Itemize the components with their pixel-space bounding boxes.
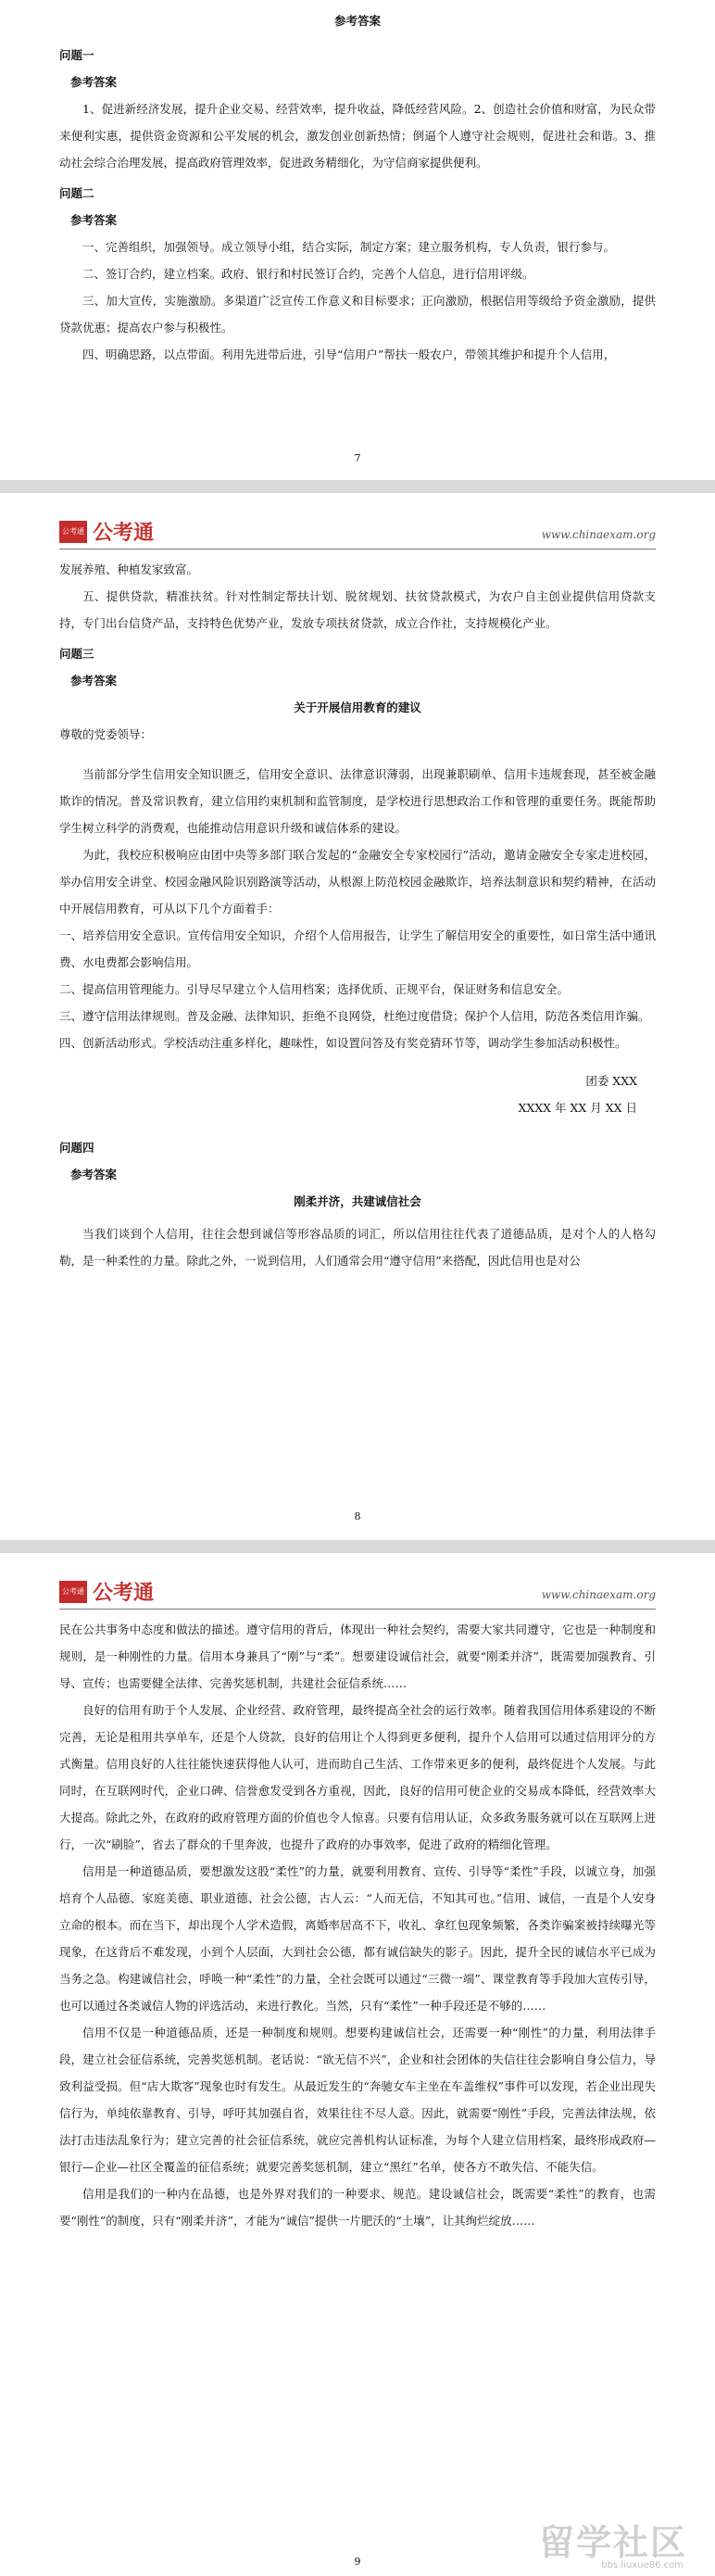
logo-icon: 公考通 (59, 521, 87, 543)
paragraph: 一、完善组织，加强领导。成立领导小组，结合实际，制定方案；建立服务机构，专人负责，银行参与。 (82, 240, 616, 254)
brand-name: 公考通 (93, 1582, 155, 1605)
brand-logo (59, 517, 154, 546)
paragraph: 良好的信用有助于个人发展、企业经营、政府管理，最终提高全社会的运行效率。随着我国信用体系建设的不断完善，无论是租用共享单车，还是个人贷款，良好的信用让个人得到更多便利，提升个人信用可以通过信用评分的方式衡量。信用良好的人往往能快速获得他人认可，进而助自己生活、工作带来更多的便利，最终促进个人发展。与此同时，在互联网时代，企业口碑、信誉愈发受到各方重视，因此，良好的信用可使企业的交易成本降低，经营效率大大提高。除此之外，在政府的政府管理方面的价值也令人惊喜。只要有信用认证，众多政务服务就可以在互联网上进行，一次“刷脸”，省去了群众的千里奔波，也提升了政府的办事效率，促进了政府的精细化管理。 (59, 1703, 656, 1851)
question-1-label: 问题一 (59, 48, 94, 62)
essay-title: 刚柔并济，共建诚信社会 (294, 1194, 421, 1208)
answer-label: 参考答案 (70, 213, 118, 227)
paragraph: 二、提高信用管理能力。引导尽早建立个人信用档案；选择优质、正规平台，保证财务和信息安全。 (59, 982, 570, 996)
answer-label: 参考答案 (70, 75, 118, 89)
site-url: www.chinaexam.org (541, 1588, 656, 1601)
salutation: 尊敬的党委领导： (59, 727, 153, 741)
question-3-label: 问题三 (59, 647, 94, 661)
paragraph: 1、促进新经济发展，提升企业交易、经营效率，提升收益，降低经营风险。2、创造社会价值和财富，为民众带来便利实惠，提供资金资源和公平发展的机会，激发创业创新热情；倒逼个人遵守社会规则，促进社会和谐。3、推动社会综合治理发展，提高政府管理效率，促进政务精细化，为守信商家提供便利。 (59, 102, 656, 170)
page-8 (0, 493, 715, 1540)
signature: 团委 XXX (585, 1074, 637, 1088)
question-4-label: 问题四 (59, 1141, 94, 1155)
paragraph: 信用是一种道德品质，要想激发这股“柔性”的力量，就要利用教育、宣传、引导等“柔性”手段，以诚立身，加强培育个人品德、家庭美德、职业道德、社会公德，古人云：“人而无信，不知其可也。”信用、诚信，一直是个人安身立命的根本。而在当下，却出现个人学术造假，离婚率居高不下，收礼、拿红包现象频繁，各类诈骗案被持续曝光等现象，在这背后不难发现，小到个人层面，大到社会公德，都有诚信缺失的影子。因此，提升全民的诚信水平已成为当务之急。构建诚信社会，呼唤一种“柔性”的力量，全社会既可以通过“三微一端”、课堂教育等手段加大宣传引导，也可以通过各类诚信人物的评选活动，来进行教化。当然，只有“柔性”一种手段还是不够的…… (59, 1864, 656, 2013)
page-number: 9 (354, 2556, 361, 2568)
answer-label: 参考答案 (70, 674, 118, 688)
logo-icon: 公考通 (59, 1581, 87, 1603)
page-header (59, 511, 656, 549)
watermark-url: bbs.liuxue86.com (601, 2560, 684, 2570)
paragraph: 当我们谈到个人信用，往往会想到诚信等形容品质的词汇，所以信用往往代表了道德品质，是对个人的人格勾勒，是一种柔性的力量。除此之外，一说到信用，人们通常会用“遵守信用”来搭配，因此信用也是对公 (59, 1227, 656, 1268)
paragraph: 三、加大宣传，实施激励。多渠道广泛宣传工作意义和目标要求；正向激励，根据信用等级给予资金激励，提供贷款优惠；提高农户参与积极性。 (59, 294, 656, 335)
answer-label: 参考答案 (70, 1168, 118, 1181)
brand-logo (59, 1577, 154, 1606)
paragraph: 三、遵守信用法律规则。普及金融、法律知识，拒绝不良网贷，杜绝过度借贷；保护个人信用，防范各类信用诈骗。 (59, 1009, 650, 1023)
page1-body (59, 7, 656, 368)
paragraph: 为此，我校应积极响应由团中央等多部门联合发起的“金融安全专家校园行”活动，邀请金融安全专家走进校园，举办信用安全讲堂、校园金融风险识别路演等活动，从根源上防范校园金融欺诈，培养法制意识和契约精神，在活动中开展信用教育，可从以下几个方面着手： (59, 848, 656, 915)
paragraph: 发展养殖、种植发家致富。 (59, 562, 199, 576)
page-number: 7 (354, 452, 361, 464)
paragraph: 四、创新活动形式。学校活动注重多样化，趣味性，如设置问答及有奖竞猜环节等，调动学生参加活动积极性。 (59, 1036, 627, 1050)
paragraph: 信用不仅是一种道德品质，还是一种制度和规则。想要构建诚信社会，还需要一种“刚性”的力量，利用法律手段，建立社会征信系统，完善奖惩机制。老话说：“欲无信不兴”，企业和社会团体的失信往往会影响自身公信力，导致利益受损。但“店大欺客”现象也时有发生。从最近发生的“奔驰女车主坐在车盖维权”事件可以发现，若企业出现失信行为，单纯依靠教育、引导，呼吁其加强自省，效果往往不尽人意。因此，就需要“刚性”手段，完善法律法规，依法打击违法乱象行为；建立完善的社会征信系统，就应完善机构认证标准，为每个人建立信用档案，最终形成政府—银行—企业—社区全覆盖的征信系统；就要完善奖惩机制，建立“黑红”名单，使各方不敢失信、不能失信。 (59, 2026, 656, 2174)
paragraph: 信用是我们的一种内在品德，也是外界对我们的一种要求、规范。建设诚信社会，既需要“柔性”的教育，也需要“刚性”的制度，只有“刚柔并济”，才能为“诚信”提供一片肥沃的“土壤”，让其绚烂绽放…… (59, 2187, 656, 2228)
page-header (59, 1572, 656, 1610)
paragraph: 五、提供贷款，精准扶贫。针对性制定帮扶计划、脱贫规划、扶贫贷款模式，为农户自主创业提供信用贷款支持，专门出台信贷产品，支持特色优势产业，发放专项扶贫贷款，成立合作社，支持规模化产业。 (59, 589, 656, 630)
page3-body (59, 1616, 656, 2234)
paragraph: 当前部分学生信用安全知识匮乏，信用安全意识、法律意识薄弱，出现兼职刷单、信用卡违规套现，甚至被金融欺诈的情况。普及常识教育，建立信用约束机制和监管制度，是学校进行思想政治工作和管理的重要任务。既能帮助学生树立科学的消费观，也能推动信用意识升级和诚信体系的建设。 (59, 767, 656, 835)
watermark: 留学社区 (538, 2522, 687, 2563)
paragraph: 四、明确思路，以点带面。利用先进带后进，引导“信用户”帮扶一般农户，带领其维护和提升个人信用， (82, 347, 616, 361)
paragraph: 一、培养信用安全意识。宣传信用安全知识，介绍个人信用报告，让学生了解信用安全的重要性，如日常生活中通讯费、水电费都会影响信用。 (59, 928, 656, 969)
brand-name: 公考通 (93, 522, 155, 545)
paragraph: 二、签订合约，建立档案。政府、银行和村民签订合约，完善个人信息，进行信用评级。 (82, 267, 534, 281)
page-7 (0, 0, 715, 480)
page2-body (59, 556, 656, 1274)
page-9 (0, 1553, 715, 2576)
proposal-title: 关于开展信用教育的建议 (294, 701, 421, 714)
paragraph: 民在公共事务中态度和做法的描述。遵守信用的背后，体现出一种社会契约，需要大家共同遵守，它也是一种制度和规则，是一种刚性的力量。信用本身兼具了“刚”与“柔”。想要建设诚信社会，就要“刚柔并济”，既需要加强教育、引导、宣传；也需要健全法律、完善奖惩机制，共建社会征信系统…… (59, 1623, 656, 1690)
page-number: 8 (354, 1510, 361, 1522)
date: XXXX 年 XX 月 XX 日 (518, 1101, 637, 1115)
question-2-label: 问题二 (59, 186, 94, 200)
answer-heading: 参考答案 (333, 14, 381, 28)
site-url: www.chinaexam.org (541, 528, 656, 541)
